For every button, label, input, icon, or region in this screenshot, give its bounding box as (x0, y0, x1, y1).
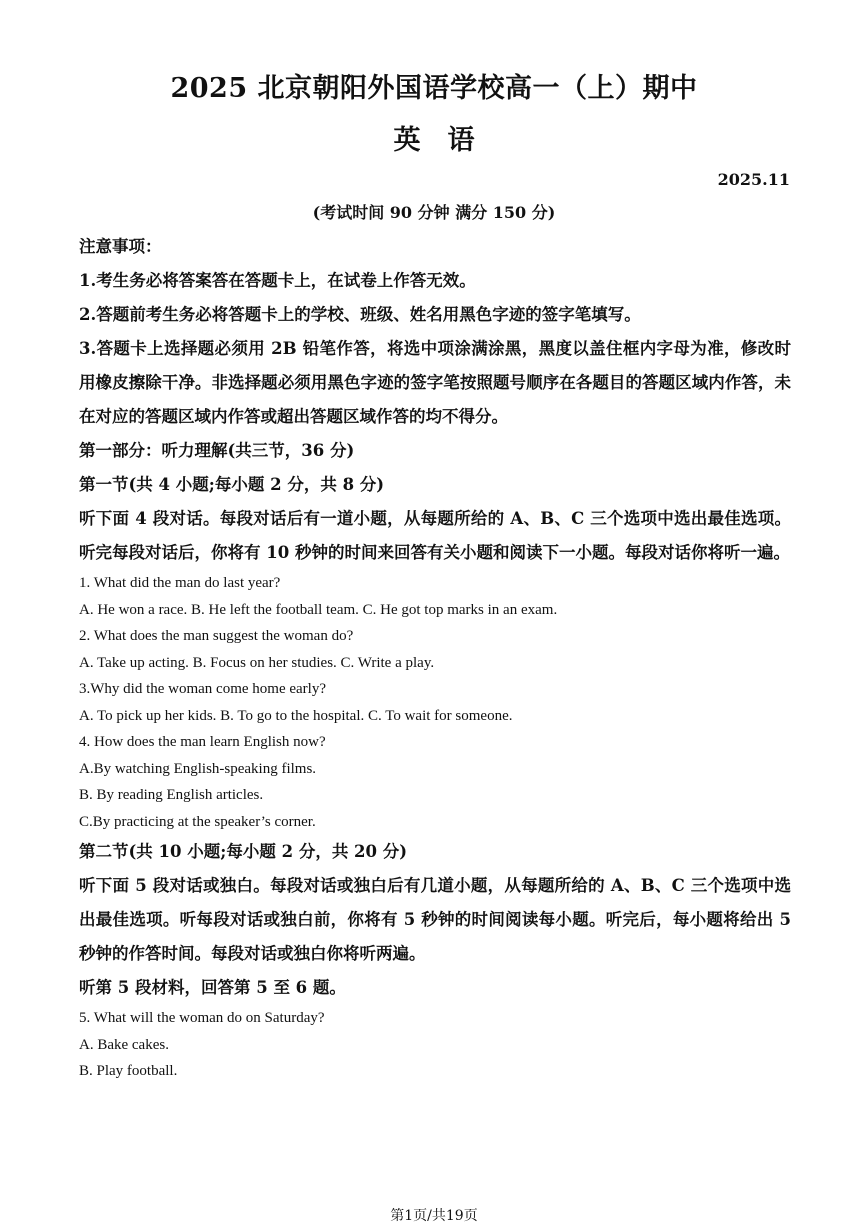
option-line: B. By reading English articles. (79, 787, 264, 803)
notice-heading: 注意事项： (79, 237, 162, 256)
option-line: B. Play football. (79, 1063, 178, 1079)
option-line: A. To pick up her kids. B. To go to the hospital. C. To wait for someone. (79, 707, 513, 724)
section1-instructions: 听下面 4 段对话。每段对话后有一道小题，从每题所给的 A、B、C 三个选项中选出最佳选项。听完每段对话后，你将有 10 秒钟的时间来回答有关小题和阅读下一小题。每段对话你将听一遍。 (79, 509, 791, 562)
exam-date: 2025.11 (717, 170, 790, 189)
question-line: 1. What did the man do last year? (79, 575, 281, 591)
notice-item: 3.答题卡上选择题必须用 2B 铅笔作答，将选中项涂满涂黑，黑度以盖住框内字母为准，修改时用橡皮擦除干净。非选择题必须用黑色字迹的签字笔按照题号顺序在各题目的答题区域内作答，未在对应的答题区域内作答或超出答题区域作答的均不得分。 (79, 339, 791, 426)
exam-duration-score: (考试时间 90 分钟 满分 150 分) (312, 203, 556, 222)
option-line: A.By watching English-speaking films. (79, 760, 317, 777)
option-line: A. Bake cakes. (79, 1036, 169, 1053)
material-heading: 听第 5 段材料，回答第 5 至 6 题。 (79, 978, 346, 997)
option-line: C.By practicing at the speaker’s corner. (79, 813, 316, 830)
section2-instructions: 听下面 5 段对话或独白。每段对话或独白后有几道小题，从每题所给的 A、B、C 三个选项中选出最佳选项。听每段对话或独白前，你将有 5 秒钟的时间阅读每小题。听完后，每小题将给出 5 秒钟的作答时间。每段对话或独白你将听两遍。 (79, 876, 791, 963)
exam-title: 2025 北京朝阳外国语学校高一（上）期中 (170, 73, 698, 104)
subject-title: 英 语 (393, 125, 475, 156)
question-line: 2. What does the man suggest the woman do? (79, 628, 354, 644)
question-line: 5. What will the woman do on Saturday? (79, 1010, 325, 1026)
section1-heading: 第一节(共 4 小题;每小题 2 分，共 8 分) (79, 475, 385, 494)
part1-heading: 第一部分：听力理解(共三节，36 分) (79, 441, 355, 460)
page-number: 第1页/共19页 (390, 1208, 478, 1224)
section2-heading: 第二节(共 10 小题;每小题 2 分，共 20 分) (79, 842, 408, 861)
option-line: A. He won a race. B. He left the football team. C. He got top marks in an exam. (79, 601, 558, 618)
option-line: A. Take up acting. B. Focus on her studies. C. Write a play. (79, 654, 435, 671)
question-line: 4. How does the man learn English now? (79, 734, 326, 750)
notice-item: 2.答题前考生务必将答题卡上的学校、班级、姓名用黑色字迹的签字笔填写。 (79, 305, 641, 324)
notice-item: 1.考生务必将答案答在答题卡上，在试卷上作答无效。 (79, 271, 476, 290)
exam-body (79, 230, 791, 1085)
question-line: 3.Why did the woman come home early? (79, 681, 327, 697)
